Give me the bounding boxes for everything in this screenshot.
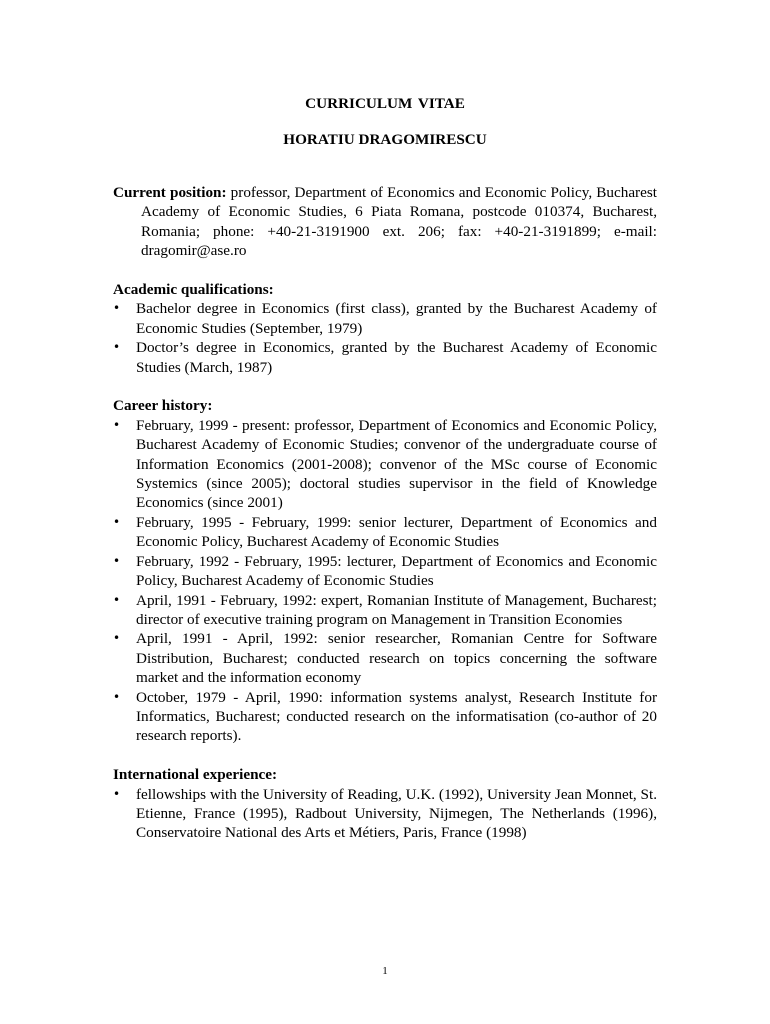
bullet-icon: • bbox=[113, 786, 121, 801]
list-item-text: February, 1992 - February, 1995: lecturer, Department of Economics and Economic Policy, Bucharest Academy of Economic Studies bbox=[136, 552, 657, 590]
bullet-icon: • bbox=[113, 340, 121, 355]
list-item-text: April, 1991 - April, 1992: senior researcher, Romanian Centre for Software Distribution, Bucharest; conducted research on topics concerning the software market and the information economy bbox=[136, 630, 657, 687]
list-item bbox=[113, 552, 657, 591]
list-item-text: April, 1991 - February, 1992: expert, Romanian Institute of Management, Bucharest; director of executive training program on Management in Transition Economies bbox=[136, 591, 657, 628]
list-item-text: February, 1999 - present: professor, Department of Economics and Economic Policy, Bucharest Academy of Economic Studies; convenor of the undergraduate course of Information Economics (2001-2008); convenor of the MSc course of Economic Systemics (since 2005); doctoral studies supervisor in the field of Knowledge Economics (since 2001) bbox=[136, 416, 657, 512]
list-item bbox=[113, 591, 657, 630]
international-experience-list bbox=[113, 785, 657, 843]
list-item-text: Bachelor degree in Economics (first class), granted by the Bucharest Academy of Economic Studies (September, 1979) bbox=[136, 300, 657, 337]
bullet-icon: • bbox=[113, 592, 121, 607]
list-item bbox=[113, 785, 657, 843]
international-experience-section bbox=[113, 765, 657, 843]
page-number: 1 bbox=[382, 965, 388, 977]
career-history-list bbox=[113, 416, 657, 746]
academic-qualifications-heading: Academic qualifications: bbox=[113, 281, 274, 299]
list-item bbox=[113, 338, 657, 377]
bullet-icon: • bbox=[113, 301, 121, 316]
current-position-paragraph bbox=[113, 183, 657, 261]
list-item bbox=[113, 299, 657, 338]
list-item bbox=[113, 629, 657, 687]
bullet-icon: • bbox=[113, 417, 121, 432]
bullet-icon: • bbox=[113, 631, 121, 646]
document-title: CURRICULUM VITAE bbox=[305, 95, 465, 112]
document-body bbox=[113, 183, 657, 843]
current-position-text: professor, Department of Economics and Economic Policy, Bucharest Academy of Economic Studies, 6 Piata Romana, postcode 010374, Bucharest, Romania; phone: +40-21-3191900 ext. 206; fax: +40-21-3191899; e-mail: dragomir@ase.ro bbox=[141, 184, 657, 260]
list-item-text: February, 1995 - February, 1999: senior lecturer, Department of Economics and Economic Policy, Bucharest Academy of Economic Studies bbox=[136, 513, 657, 551]
list-item bbox=[113, 688, 657, 746]
list-item-text: October, 1979 - April, 1990: information systems analyst, Research Institute for Informatics, Bucharest; conducted research on the informatisation (co-author of 20 research reports). bbox=[136, 688, 657, 745]
academic-qualifications-section bbox=[113, 280, 657, 377]
bullet-icon: • bbox=[113, 553, 121, 568]
list-item-text: fellowships with the University of Reading, U.K. (1992), University Jean Monnet, St. Etienne, France (1995), Radbout University, Nijmegen, The Netherlands (1996), Conservatoire National des Arts et Métiers, Paris, France (1998) bbox=[136, 785, 657, 842]
career-history-section bbox=[113, 396, 657, 745]
international-experience-heading: International experience: bbox=[113, 766, 278, 784]
academic-qualifications-list bbox=[113, 299, 657, 377]
bullet-icon: • bbox=[113, 514, 121, 529]
bullet-icon: • bbox=[113, 689, 121, 704]
career-history-heading: Career history: bbox=[113, 397, 213, 415]
list-item-text: Doctor’s degree in Economics, granted by the Bucharest Academy of Economic Studies (March, 1987) bbox=[136, 339, 657, 376]
current-position-label: Current position: bbox=[113, 184, 227, 201]
list-item bbox=[113, 416, 657, 513]
list-item bbox=[113, 513, 657, 552]
person-name: HORATIU DRAGOMIRESCU bbox=[283, 131, 487, 148]
